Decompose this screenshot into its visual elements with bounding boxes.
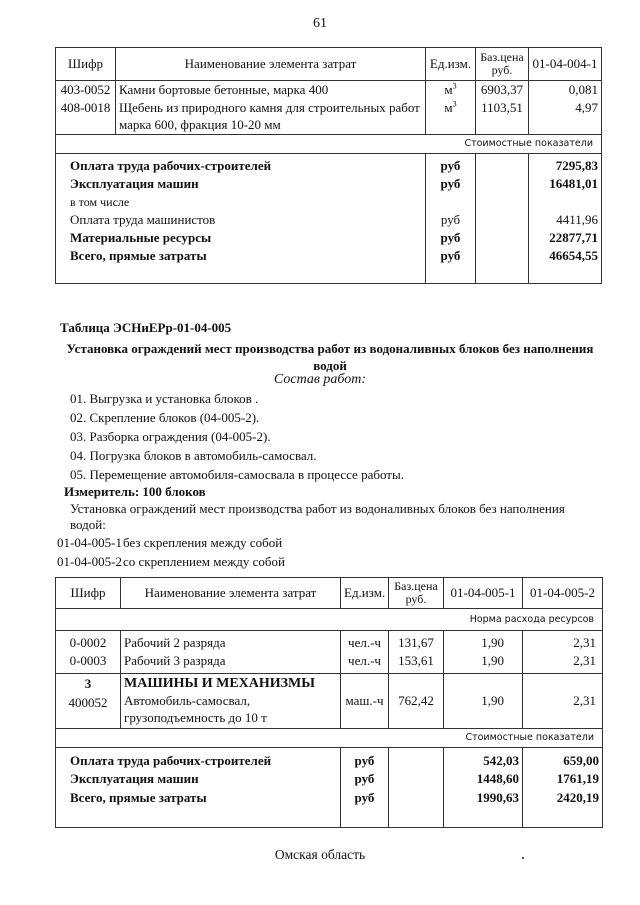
cost-row: Оплата труда машинистов руб 4411,96 — [56, 211, 602, 229]
work-item: 02. Скрепление блоков (04-005-2). — [70, 410, 260, 425]
col-header-code-1: 01-04-004-1 — [529, 48, 602, 81]
col-header-unit: Ед.изм. — [341, 578, 389, 609]
col-header-code: Шифр — [56, 578, 121, 609]
measure-unit: Измеритель: 100 блоков — [64, 484, 206, 499]
work-item: 05. Перемещение автомобиля-самосвала в процессе работы. — [70, 467, 404, 482]
col-header-code: Шифр — [56, 48, 116, 81]
cost-row: Эксплуатация машин руб 16481,01 — [56, 175, 602, 193]
col-header-price: Баз.цена руб. — [389, 578, 444, 609]
cost-row: в том числе — [56, 193, 602, 211]
machine-row: 3 400052 МАШИНЫ И МЕХАНИЗМЫ Автомобиль-самосвал, грузоподъемность до 10 т маш.-ч 762,42 1,90 2,31 — [56, 674, 603, 729]
page-footer-region: Омская область — [274, 847, 366, 862]
table-row: 0-0003 Рабочий 3 разряда чел.-ч 153,61 1,90 2,31 — [56, 652, 603, 674]
col-header-code-1: 01-04-005-1 — [444, 578, 523, 609]
variant-item: 01-04-005-1без скрепления между собой — [57, 535, 283, 550]
cost-row: Всего, прямые затраты руб 1990,63 2420,19 — [56, 789, 603, 808]
col-header-code-2: 01-04-005-2 — [523, 578, 603, 609]
cost-row: Оплата труда рабочих-строителей руб 542,03 659,00 — [56, 748, 603, 770]
resource-table-01-04-005 — [55, 577, 603, 828]
cost-row: Всего, прямые затраты руб 46654,55 — [56, 247, 602, 265]
col-header-name: Наименование элемента затрат — [116, 48, 426, 81]
variant-item: 01-04-005-2со скреплением между собой — [57, 554, 285, 569]
work-item: 04. Погрузка блоков в автомобиль-самосвал. — [70, 448, 317, 463]
section-label-norm: Норма расхода ресурсов — [56, 609, 603, 631]
cost-row: Эксплуатация машин руб 1448,60 1761,19 — [56, 770, 603, 789]
resource-table-01-04-004 — [55, 47, 602, 284]
page-number: 61 — [313, 16, 327, 31]
cost-row: Материальные ресурсы руб 22877,71 — [56, 229, 602, 247]
work-item: 03. Разборка ограждения (04-005-2). — [70, 429, 271, 444]
scan-artifact — [522, 857, 524, 859]
section-label-cost: Стоимостные показатели — [56, 134, 602, 153]
work-item: 01. Выгрузка и установка блоков . — [70, 391, 259, 406]
composition-label: Состав работ: — [273, 372, 367, 387]
col-header-name: Наименование элемента затрат — [121, 578, 341, 609]
table-id-heading: Таблица ЭСНиЕРр-01-04-005 — [60, 320, 232, 335]
col-header-price: Баз.цена руб. — [476, 48, 529, 81]
measure-description: Установка ограждений мест производства работ из водоналивных блоков без наполнения водой: — [70, 501, 565, 532]
table-row: 408-0018 Щебень из природного камня для строительных работ марка 600, фракция 10-20 мм $м^3$ 1103,51 4,97 — [56, 99, 602, 134]
section-title: Установка ограждений мест производства работ из водоналивных блоков без наполнения водой — [66, 341, 594, 373]
col-header-unit: Ед.изм. — [426, 48, 476, 81]
table-row: 0-0002 Рабочий 2 разряда чел.-ч 131,67 1,90 2,31 — [56, 631, 603, 652]
cost-row: Оплата труда рабочих-строителей руб 7295,83 — [56, 153, 602, 175]
section-label-cost: Стоимостные показатели — [56, 729, 603, 748]
table-row: 403-0052 Камни бортовые бетонные, марка 400 $м^3$ 6903,37 0,081 — [56, 81, 602, 100]
